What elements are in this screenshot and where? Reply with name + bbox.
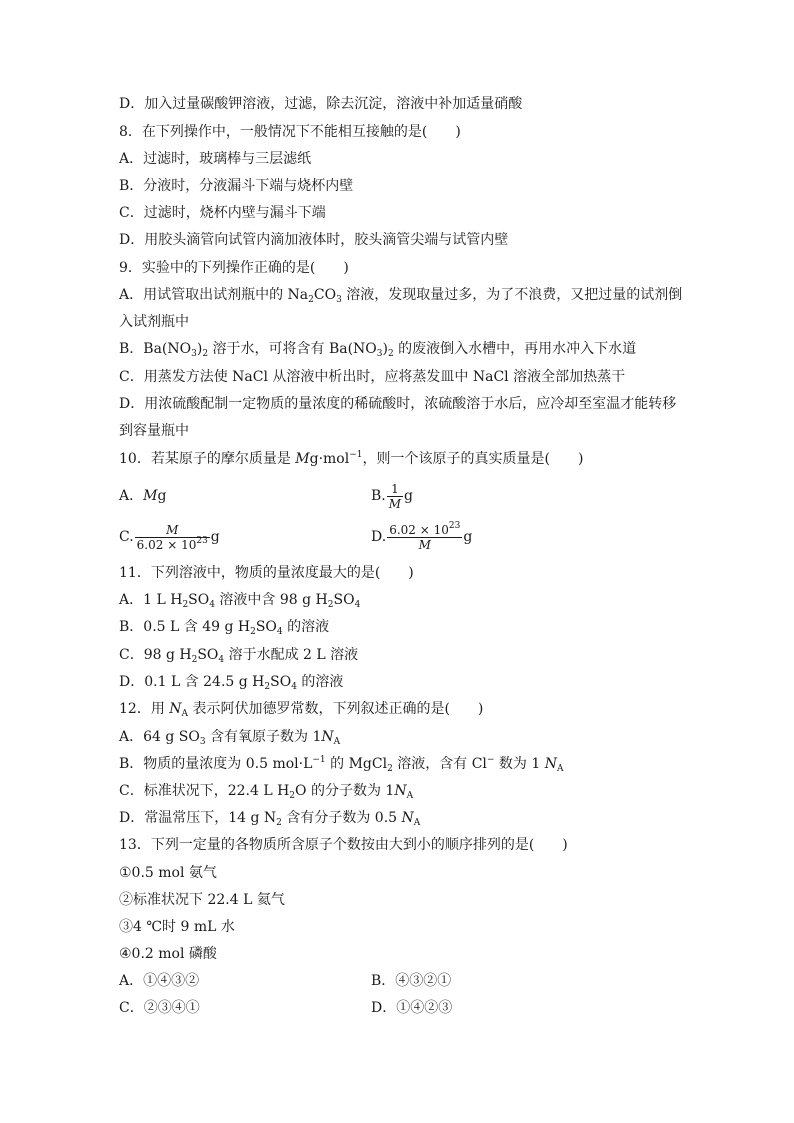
q9-option-a-line2: 入试剂瓶中 <box>119 314 189 330</box>
q11-option-d: D．0.1 L 含 24.5 g $H_2SO_4$ 的溶液 <box>119 674 344 692</box>
q13-option-a: A．①④③② <box>119 973 200 989</box>
q10-stem: 10．若某原子的摩尔质量是 Mg·mol$^{-1}$，则一个该原子的真实质量是( ) <box>119 450 584 467</box>
fraction: $\frac{6.02 \times 10^{23}}{M}$ <box>389 520 461 552</box>
q9-option-d-line2: 到容量瓶中 <box>119 423 189 439</box>
q13-stem: 13．下列一定量的各物质所含原子个数按由大到小的顺序排列的是( ) <box>119 837 568 853</box>
fraction: $\frac{M}{6.02 \times 10^{23}}$ <box>136 522 208 552</box>
q13-option-d: D．①④②③ <box>371 1000 453 1016</box>
q9-option-d-line1: D．用浓硫酸配制一定物质的量浓度的稀硫酸时，浓硫酸溶于水后，应冷却至室温才能转移 <box>119 396 677 412</box>
q11-option-b: B．0.5 L 含 49 g $H_2SO_4$ 的溶液 <box>119 619 330 637</box>
q9-stem: 9．实验中的下列操作正确的是( ) <box>119 260 349 276</box>
q8-option-d: D．用胶头滴管向试管内滴加液体时，胶头滴管尖端与试管内壁 <box>119 232 509 248</box>
fraction: $\frac{1}{M}$ <box>388 481 402 511</box>
q13-option-c: C．②③④① <box>119 1000 200 1016</box>
q9-option-b: B．$Ba(NO_3)_2$ 溶于水，可将含有 $Ba(NO_3)_2$ 的废液倒入水槽中，再用水冲入下水道 <box>119 341 637 359</box>
q8-stem: 8．在下列操作中，一般情况下不能相互接触的是( ) <box>119 124 461 140</box>
q10-option-b: B. $\frac{1}{M}$ g <box>371 481 414 511</box>
q7-option-d: D．加入过量碳酸钾溶液，过滤，除去沉淀，溶液中补加适量硝酸 <box>119 96 523 112</box>
q11-stem: 11．下列溶液中，物质的量浓度最大的是( ) <box>119 565 414 581</box>
q8-option-c: C．过滤时，烧杯内壁与漏斗下端 <box>119 205 326 221</box>
q10-option-a: A．Mg <box>119 488 167 504</box>
q13-item-1: ①0.5 mol 氨气 <box>119 865 217 881</box>
q9-option-c: C．用蒸发方法使 NaCl 从溶液中析出时，应将蒸发皿中 NaCl 溶液全部加热蒸干 <box>119 369 626 385</box>
q9-option-a-line1: A．用试管取出试剂瓶中的 $Na_2CO_3$ 溶液，发现取量过多，为了不浪费，又把过量的试剂倒 <box>119 287 683 305</box>
q13-item-4: ④0.2 mol 磷酸 <box>119 946 217 962</box>
q12-option-c: C．标准状况下，22.4 L $H_2O$ 的分子数为 $1N_A$ <box>119 783 414 801</box>
q13-item-2: ②标准状况下 22.4 L 氦气 <box>119 892 285 908</box>
q12-option-b: B．物质的量浓度为 0.5 $mol\cdot L^{-1}$ 的 MgCl$_2$ 溶液，含有 Cl− 数为 1 $N_A$ <box>119 755 564 774</box>
q12-option-a: A．64 g $SO_3$ 含有氧原子数为 $1N_A$ <box>119 729 341 747</box>
q12-option-d: D．常温常压下，14 g $N_2$ 含有分子数为 0.5 $N_A$ <box>119 810 421 828</box>
q11-option-a: A．1 L $H_2SO_4$ 溶液中含 98 g $H_2SO_4$ <box>119 592 361 610</box>
q10-option-d: D. $\frac{6.02 \times 10^{23}}{M}$ g <box>371 520 473 552</box>
q11-option-c: C．98 g $H_2SO_4$ 溶于水配成 2 L 溶液 <box>119 647 359 665</box>
q12-stem: 12．用 $N_A$ 表示阿伏加德罗常数，下列叙述正确的是( ) <box>119 701 484 719</box>
q10-option-c: C. $\frac{M}{6.02 \times 10^{23}}$ g <box>119 522 220 552</box>
q13-option-b: B．④③②① <box>371 973 452 989</box>
q8-option-b: B．分液时，分液漏斗下端与烧杯内壁 <box>119 178 354 194</box>
q13-item-3: ③4 ℃时 9 mL 水 <box>119 919 235 935</box>
q8-option-a: A．过滤时，玻璃棒与三层滤纸 <box>119 151 312 167</box>
